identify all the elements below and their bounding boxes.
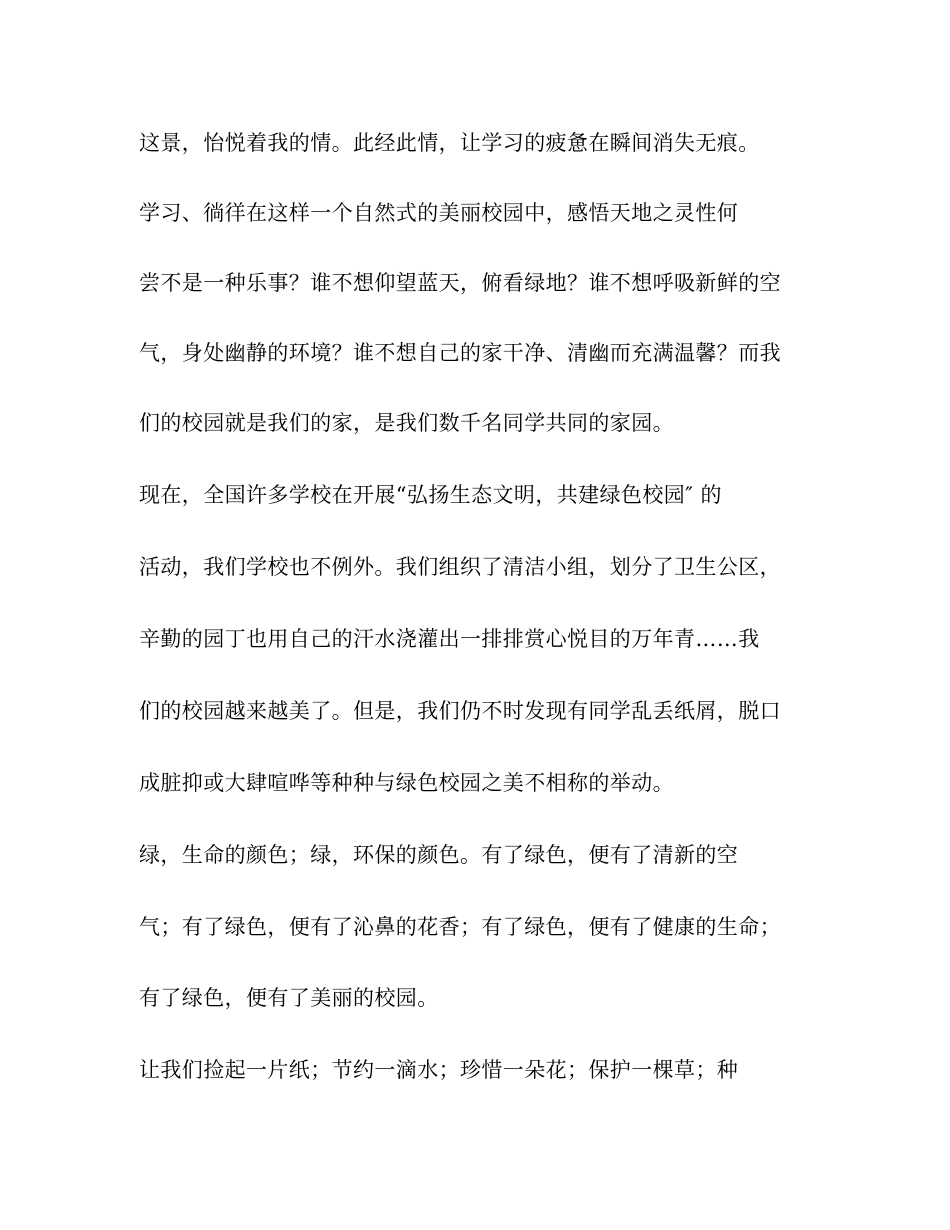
text-line: 气，身处幽静的环境？谁不想自己的家干净、清幽而充满温馨？而我 (139, 341, 781, 365)
text-line: 尝不是一种乐事？谁不想仰望蓝天，俯看绿地？谁不想呼吸新鲜的空 (139, 271, 781, 295)
text-line: 绿，生命的颜色；绿，环保的颜色。有了绿色，便有了清新的空 (139, 843, 739, 867)
text-line: 们的校园越来越美了。但是，我们仍不时发现有同学乱丢纸屑，脱口 (139, 699, 781, 723)
text-line: 现在，全国许多学校在开展“弘扬生态文明，共建绿色校园″ 的 (139, 483, 722, 507)
text-line: 活动，我们学校也不例外。我们组织了清洁小组，划分了卫生公区， (139, 555, 781, 579)
text-line: 成脏抑或大肆喧哗等种种与绿色校园之美不相称的举动。 (139, 771, 674, 795)
text-line: 这景，怡悦着我的情。此经此情，让学习的疲惫在瞬间消失无痕。 (139, 131, 760, 155)
text-line: 气；有了绿色，便有了沁鼻的花香；有了绿色，便有了健康的生命； (139, 915, 781, 939)
text-line: 有了绿色，便有了美丽的校园。 (139, 986, 439, 1010)
text-line: 们的校园就是我们的家，是我们数千名同学共同的家园。 (139, 411, 674, 435)
text-line: 让我们捡起一片纸；节约一滴水；珍惜一朵花；保护一棵草；种 (139, 1058, 739, 1082)
text-line: 学习、徜徉在这样一个自然式的美丽校园中，感悟天地之灵性何 (139, 201, 739, 225)
text-line: 辛勤的园丁也用自己的汗水浇灌出一排排赏心悦目的万年青……我 (139, 627, 760, 651)
